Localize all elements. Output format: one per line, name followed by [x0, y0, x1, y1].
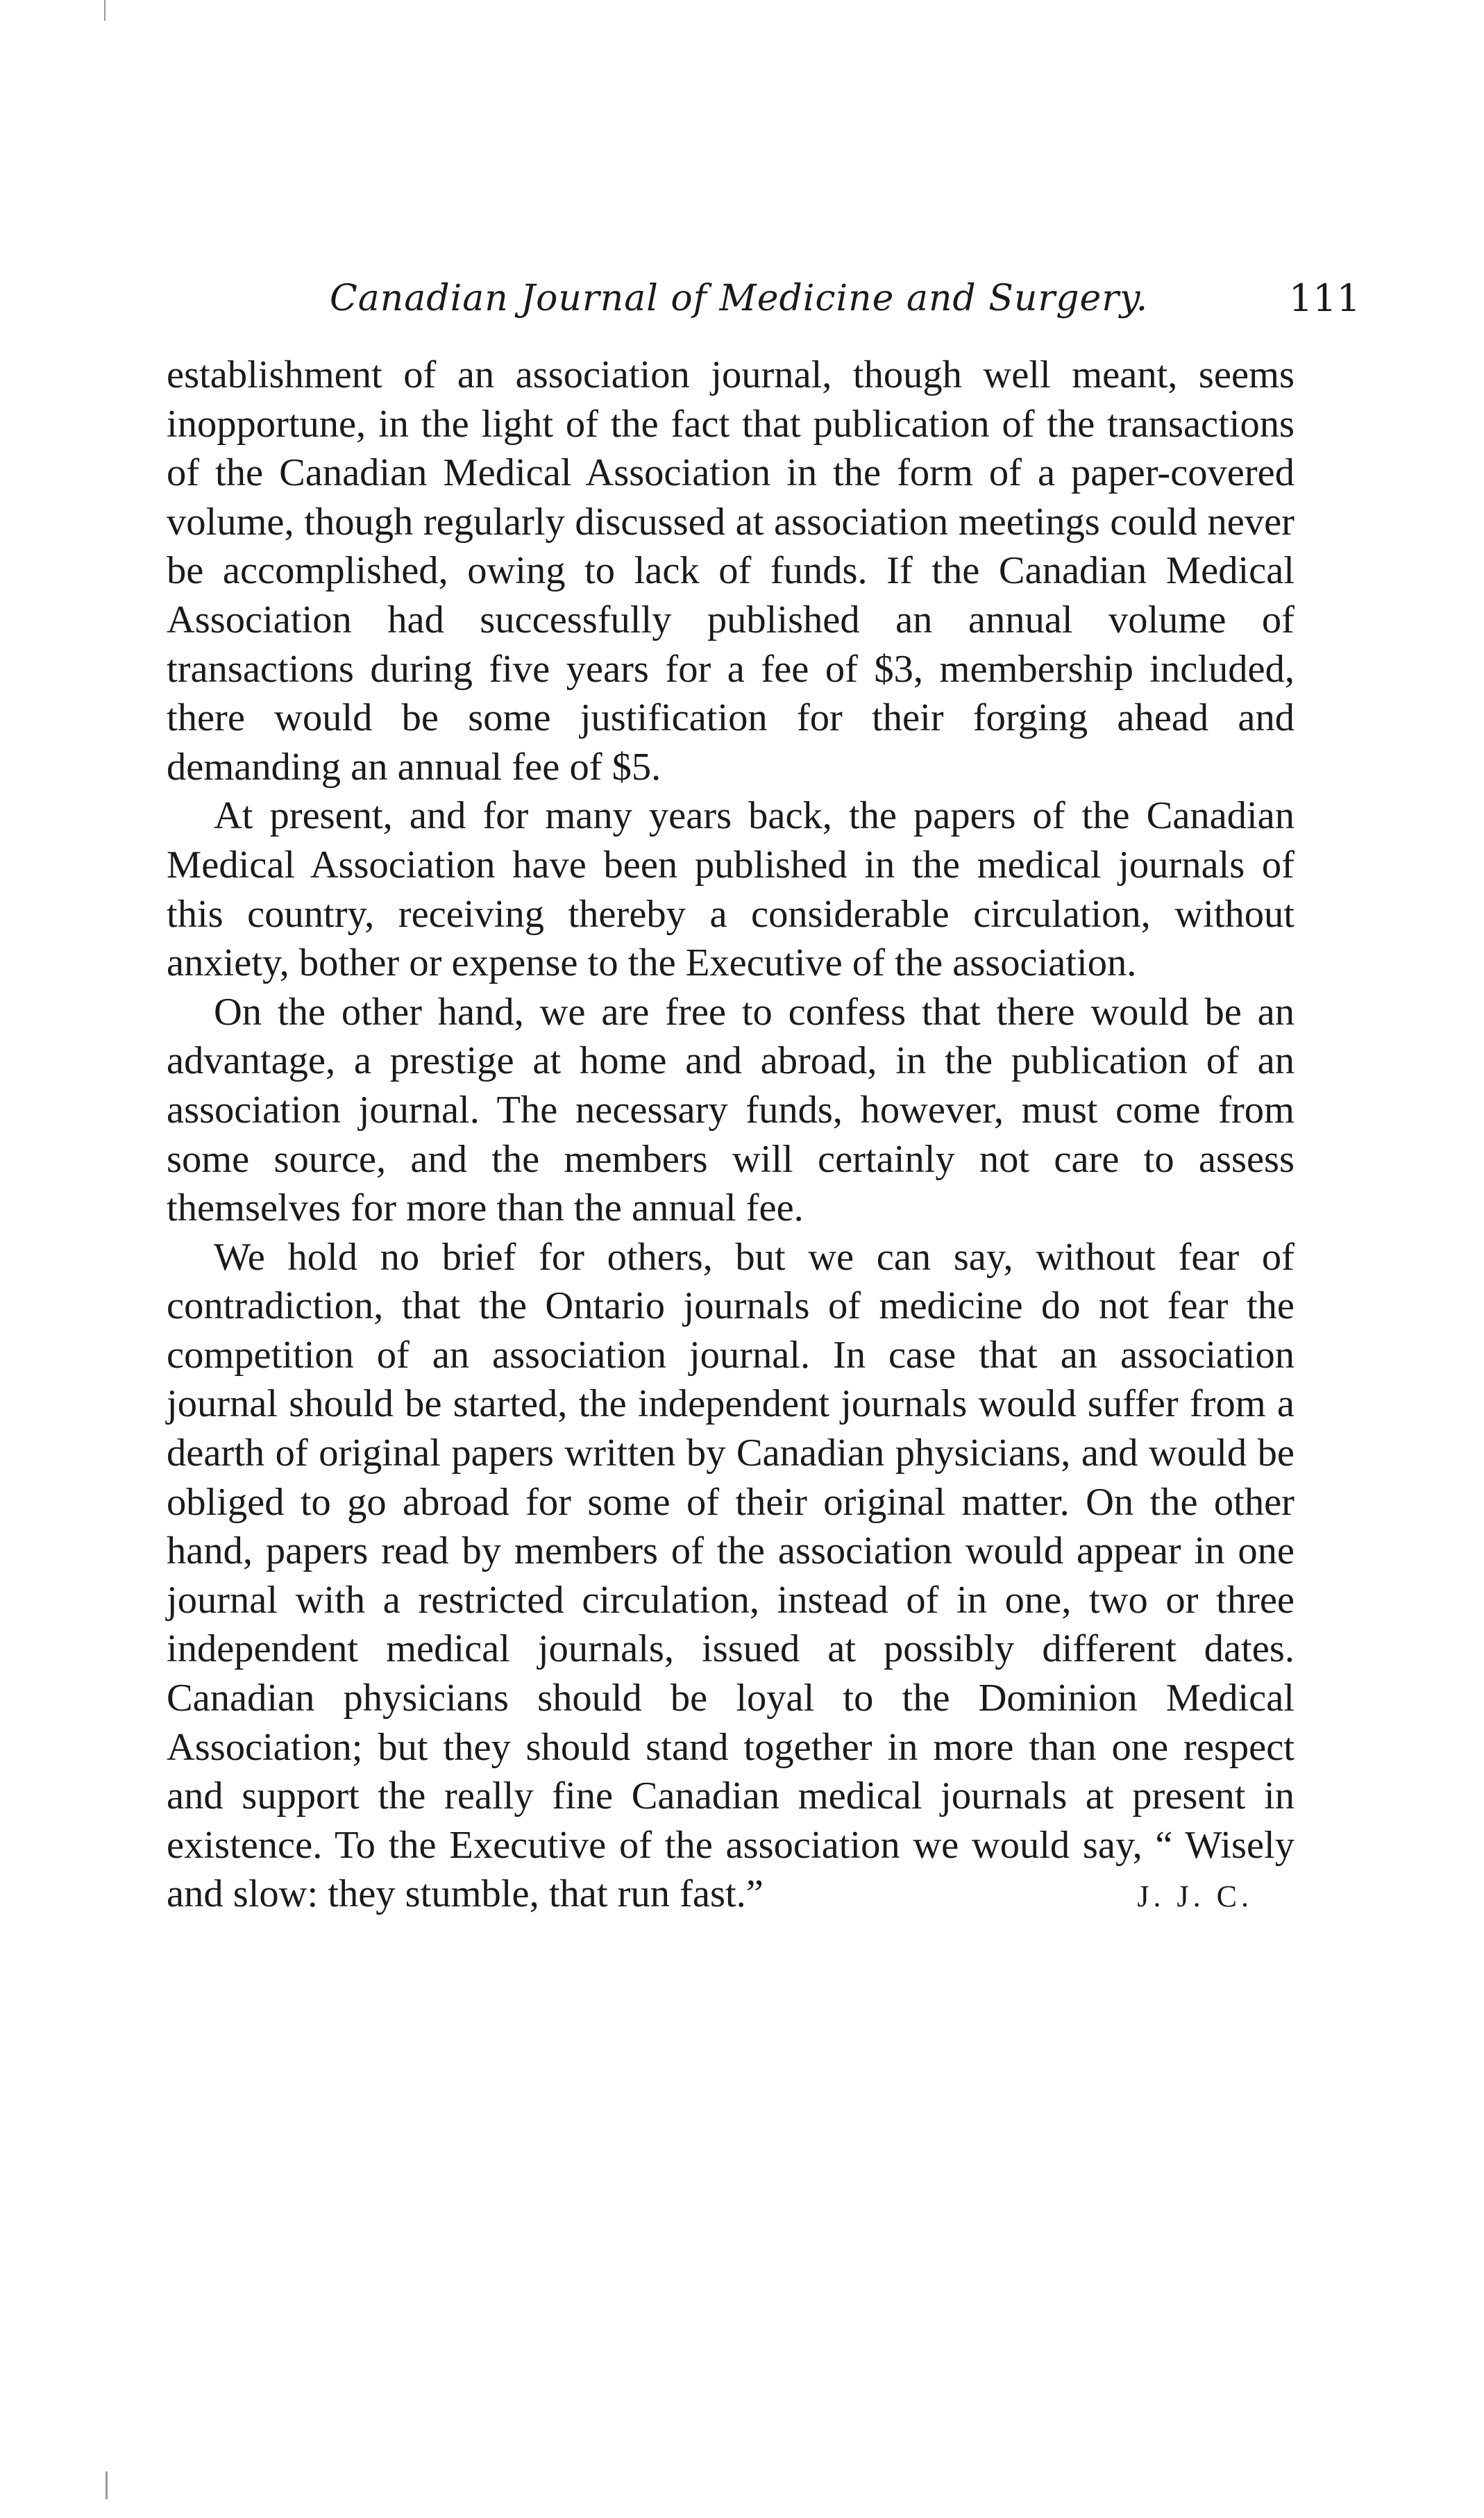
paragraph: establishment of an association journal, though well meant, seems inopportune, in the light of the fact that publication of the transactions of the Canadian Medical Association in the form of a paper-covered volume, though regularly discussed at association meetings could never be accomplished, owing to lack of funds. If the Canadian Medical Association had successfully published an annual volume of transactions during five years for a fee of $3, membership included, there would be some justification for their forging ahead and demanding an annual fee of $5. [167, 353, 1295, 789]
page-number: 111 [1288, 276, 1360, 320]
author-signature: J. J. C. [1137, 1879, 1253, 1914]
paragraph: On the other hand, we are free to confess that there would be an advantage, a prestige at home and abroad, in the publication of an association journal. The necessary funds, however, must come from some source, and the members will certainly not care to assess themselves for more than the annual fee. [167, 990, 1295, 1230]
paragraph [167, 1233, 1295, 1919]
article-body [167, 351, 1295, 1922]
page-header [167, 267, 1360, 330]
scan-edge-mark [106, 2471, 108, 2499]
scan-edge-mark [104, 0, 106, 21]
running-title: Canadian Journal of Medicine and Surgery. [330, 278, 1149, 319]
paragraph: At present, and for many years back, the papers of the Canadian Medical Association have been published in the medical journals of this country, receiving thereby a considerable circulation, without anxiety, bother or expense to the Executive of the association. [167, 794, 1295, 985]
paragraph-text: We hold no brief for others, but we can say, without fear of contradiction, that the Ontario journals of medicine do not fear the competition of an association journal. In case that an association journal should be started, the independent journals would suffer from a dearth of original papers written by Canadian physicians, and would be obliged to go abroad for some of their original matter. On the other hand, papers read by members of the association would appear in one journal with a restricted circulation, instead of in one, two or three independent medical journals, issued at possibly different dates. Canadian physicians should be loyal to the Dominion Medical Association; but they should stand together in more than one respect and support the really fine Canadian medical journals at present in existence. To the Executive of the association we would say, “ Wisely and slow: they stumble, that run fast.” [167, 1235, 1295, 1916]
